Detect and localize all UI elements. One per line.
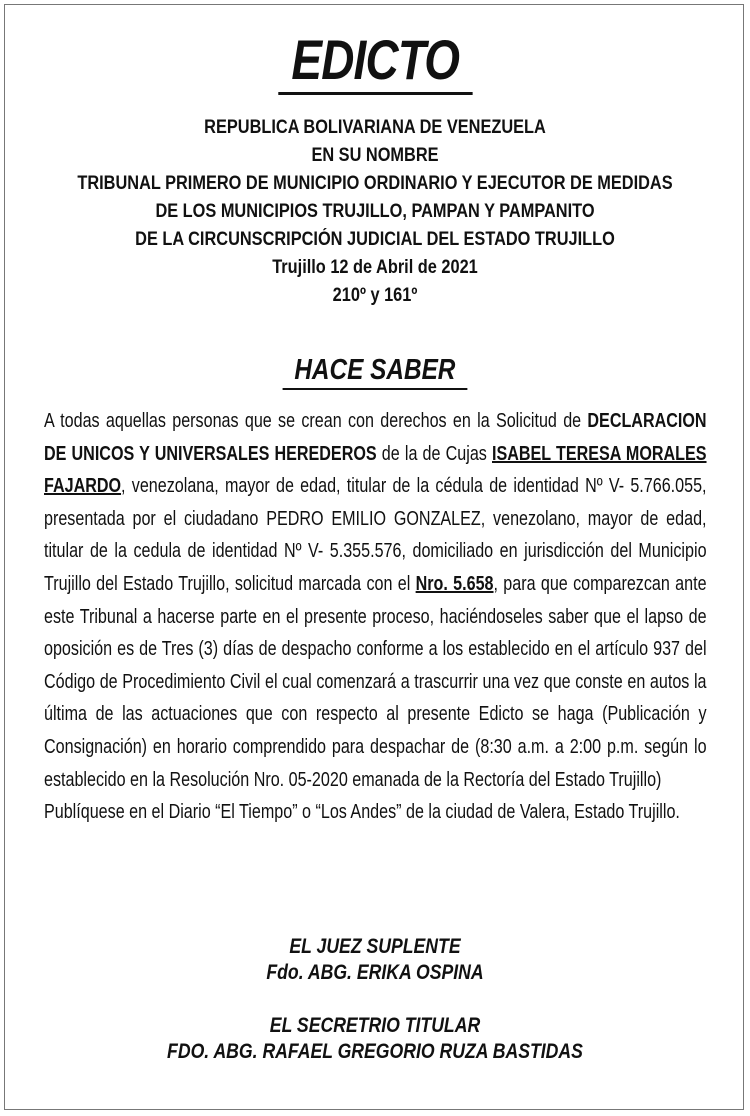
document-title: EDICTO [278,28,472,95]
judge-signature [0,934,750,986]
subtitle-block [0,352,750,390]
header-line-name: EN SU NOMBRE [311,145,439,166]
body-text: de la de Cujas [376,442,493,465]
secretary-role: EL SECRETRIO TITULAR [269,1014,481,1037]
body-text: A todas aquellas personas que se crean con derechos en la Solicitud de [44,410,588,432]
judge-name: Fdo. ABG. ERIKA OSPINA [266,961,484,984]
subtitle: HACE SABER [283,352,468,390]
deceased-name: ISABEL TERESA MORALES FAJARDO [44,442,707,498]
title-block [0,28,750,95]
edict-body [44,405,707,829]
request-number: Nro. 5.658 [415,572,494,595]
header-line-circunscripcion: DE LA CIRCUNSCRIPCIÓN JUDICIAL DEL ESTADO TRUJILLO [135,229,615,250]
header-line-tribunal: TRIBUNAL PRIMERO DE MUNICIPIO ORDINARIO Y EJECUTOR DE MEDIDAS [77,173,673,194]
publication-paragraph: Publíquese en el Diario “El Tiempo” o “Los Andes” de la ciudad de Valera, Estado Trujillo. [44,801,680,824]
request-type: DECLARACION DE UNICOS Y UNIVERSALES HEREDEROS [44,410,707,465]
header-line-municipios: DE LOS MUNICIPIOS TRUJILLO, PAMPAN Y PAMPANITO [155,201,595,222]
body-text: , para que comparezcan ante este Tribunal a hacerse parte en el presente proceso, haciéndoseles saber que el lapso de oposición es de Tres (3) días de despacho conforme a los establecido en el artículo 937 del Código de Procedimiento Civil el cual comenzará a trascurrir una vez que conste en autos la última de las actuaciones que con respecto al presente Edicto se haga (Publicación y Consignación) en horario comprendido para despachar de (8:30 a.m. a 2:00 p.m. según lo establecido en la Resolución Nro. 05-2020 emanada de la Rectoría del Estado Trujillo) [44,572,707,791]
header-line-republic: REPUBLICA BOLIVARIANA DE VENEZUELA [204,117,546,138]
header-line-years: 210º y 161º [332,285,418,306]
secretary-signature [0,1013,750,1065]
header-line-date: Trujillo 12 de Abril de 2021 [272,257,478,278]
secretary-name: FDO. ABG. RAFAEL GREGORIO RUZA BASTIDAS [167,1040,583,1063]
judge-role: EL JUEZ SUPLENTE [289,935,461,958]
body-text: , venezolana, mayor de edad, titular de la cédula de identidad Nº V- 5.766.055, presentada por el ciudadano PEDRO EMILIO GONZALEZ, venezolano, mayor de edad, titular de la cedula de identidad Nº V- 5.355.576, domiciliado en jurisdicción del Municipio Trujillo del Estado Trujillo, solicitud marcada con el [44,475,707,595]
court-header [0,114,750,310]
body-paragraph [44,405,707,796]
